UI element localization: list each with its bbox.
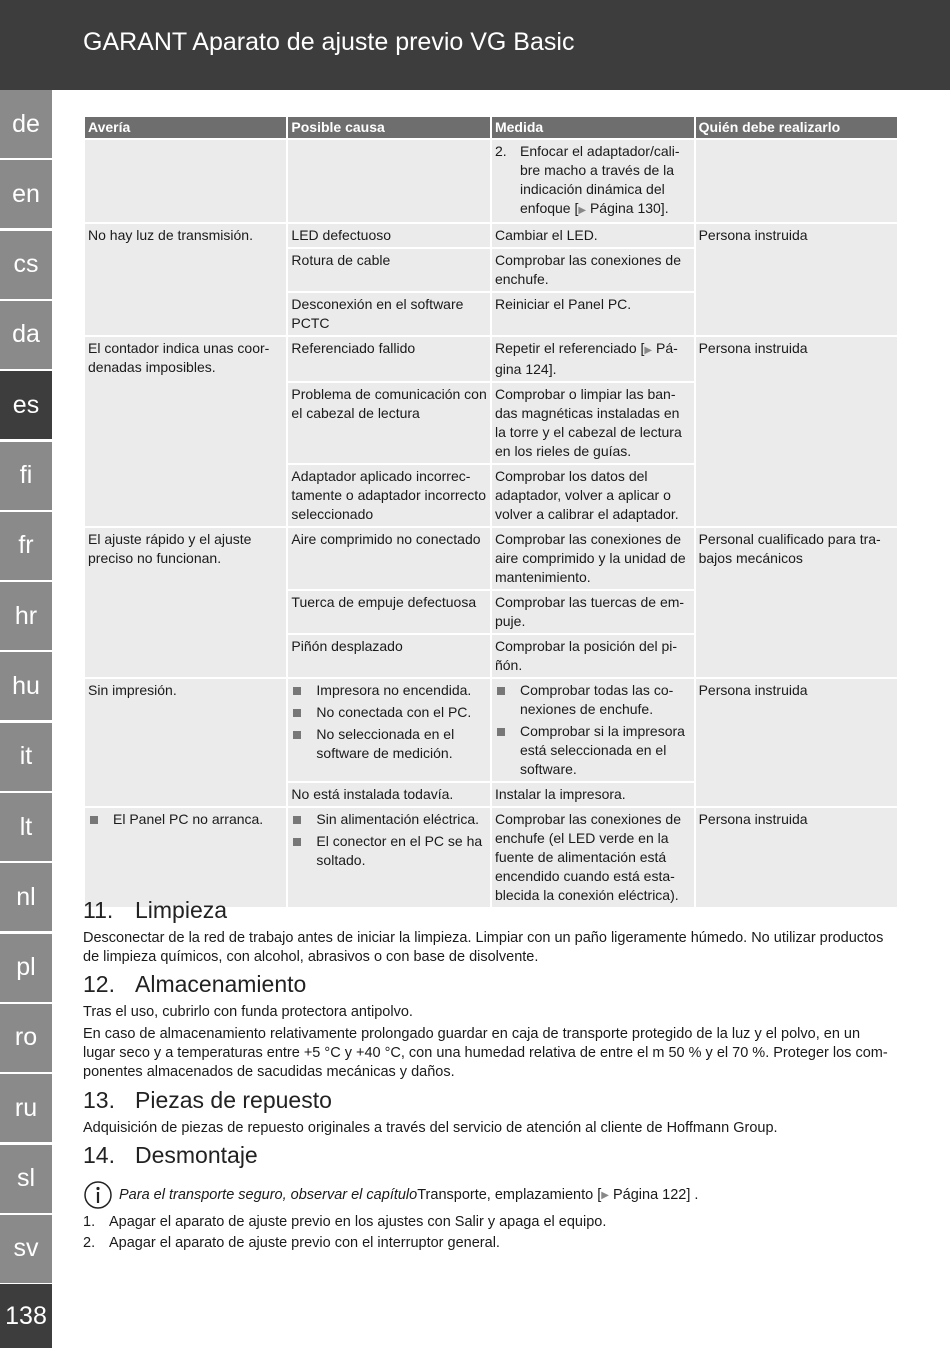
measure-cell [492,679,694,781]
list-item: El conector en el PC se ha soltado. [291,832,487,870]
table-row [85,808,897,907]
language-tab-fi[interactable]: fi [0,442,52,510]
dismantling-step: 1. Apagar el aparato de ajuste previo en los ajustes con Salir y apaga el equipo. [83,1214,607,1230]
who-cell: Persona instruida [696,224,897,335]
page-header [0,0,950,90]
measure-cell: Comprobar las conexiones de enchufe. [492,249,694,291]
measure-cell: Comprobar o limpiar las bandas magnéticas instaladas en la torre y el cabezal de lectura en los rieles de guías. [492,383,694,463]
language-tab-sl[interactable]: sl [0,1145,52,1213]
language-tab-cs[interactable]: cs [0,231,52,299]
numbered-step: 2. Enfocar el adaptador/calibre macho a través de la indicación dinámica del enfoque [▶ Página 130]. [494,143,680,216]
list-item: Sin alimentación eléctrica. [291,810,487,829]
language-tab-sv[interactable]: sv [0,1215,52,1283]
col-header-cause: Posible causa [288,117,490,138]
who-cell: Persona instruida [696,679,897,806]
page-ref-arrow-icon: ▶ [644,345,653,356]
spare-parts-text: Adquisición de piezas de repuesto originales a través del servicio de atención al cliente de Hoffmann Group. [83,1120,778,1136]
list-item: Impresora no encendida. [291,681,487,700]
info-note: Para el transporte seguro, observar el capítulo Transporte, emplazamiento [ ▶ Página 122] . [83,1180,698,1210]
measure-list [495,681,691,779]
language-tab-ru[interactable]: ru [0,1074,52,1142]
language-tab-ro[interactable]: ro [0,1004,52,1072]
cause-cell: Piñón desplazado [288,635,490,677]
table-row [85,528,897,589]
info-icon [83,1180,113,1210]
section-heading-dismantling: 14. Desmontaje [83,1142,258,1168]
language-tab-fr[interactable]: fr [0,512,52,580]
table-row [85,140,897,222]
language-tab-en[interactable]: en [0,160,52,228]
col-header-fault: Avería [85,117,286,138]
measure-cell: Comprobar las tuercas de empuje. [492,591,694,633]
measure-cell: Comprobar las conexiones de enchufe (el LED verde en la fuente de alimentación está encendido cuando está establecida la conexión eléctrica). [492,808,694,907]
cause-list [291,681,487,763]
language-tab-lt[interactable]: lt [0,793,52,861]
list-item: No seleccionada en el software de medición. [291,725,487,763]
fault-cell: Sin impresión. [85,679,286,806]
storage-text-2: En caso de almacenamiento relativamente prolongado guardar en caja de transporte protegido de la luz y el polvo, en un lugar seco y a temperaturas entre +5 °C y +40 °C, con una humedad relativa de entre el m 50 % y el 70 %. Proteger los componentes almacenados de sacudidas mecánicas y daños. [83,1026,888,1080]
document-title: GARANT Aparato de ajuste previo VG Basic [83,28,575,56]
cause-list [291,810,487,870]
cause-cell: Adaptador aplicado incorrectamente o adaptador incorrecto seleccionado [288,465,490,526]
page-number: 138 [0,1284,52,1348]
language-tab-pl[interactable]: pl [0,934,52,1002]
list-item: El Panel PC no arranca. [88,810,283,829]
fault-cell [85,808,286,907]
measure-cell: Comprobar las conexiones de aire comprimido y la unidad de mantenimiento. [492,528,694,589]
measure-cell: Repetir el referenciado [▶ Página 124]. [492,337,694,381]
cause-cell: Referenciado fallido [288,337,490,381]
table-row [85,224,897,247]
col-header-who: Quién debe realizarlo [696,117,897,138]
measure-cell: Comprobar los datos del adaptador, volver a aplicar o volver a calibrar el adaptador. [492,465,694,526]
cause-cell [288,808,490,907]
cause-cell: Problema de comunicación con el cabezal de lectura [288,383,490,463]
cause-cell: LED defectuoso [288,224,490,247]
cleaning-text: Desconectar de la red de trabajo antes de iniciar la limpieza. Limpiar con un paño ligeramente húmedo. No utilizar productos de limpieza químicos, con alcohol, abrasivos o con base de disolvente. [83,930,884,965]
page-reference-link[interactable]: Página 124]. [494,340,678,377]
measure-cell: Comprobar la posición del piñón. [492,635,694,677]
page-ref-arrow-icon: ▶ [578,205,587,216]
cause-cell: Tuerca de empuje defectuosa [288,591,490,633]
storage-text-1: Tras el uso, cubrirlo con funda protectora antipolvo. [83,1004,413,1020]
language-tab-da[interactable]: da [0,301,52,369]
list-item: No conectada con el PC. [291,703,487,722]
section-heading-cleaning: 11. Limpieza [83,897,228,923]
fault-cell: El contador indica unas coordenadas imposibles. [85,337,286,526]
who-cell: Persona instruida [696,808,897,907]
troubleshooting-table [83,115,899,909]
table-header-row [85,117,897,138]
who-cell: Personal cualificado para trabajos mecánicos [696,528,897,677]
language-tab-de[interactable]: de [0,90,52,158]
page-ref-arrow-icon: ▶ [601,1189,609,1201]
cause-cell: No está instalada todavía. [288,783,490,806]
language-tab-it[interactable]: it [0,723,52,791]
fault-cell: No hay luz de transmisión. [85,224,286,335]
who-cell: Persona instruida [696,337,897,526]
measure-cell: Instalar la impresora. [492,783,694,806]
page-reference-link[interactable]: Página 122] . [613,1187,699,1203]
measure-cell: Reiniciar el Panel PC. [492,293,694,335]
language-tab-es[interactable]: es [0,371,52,439]
section-heading-spare-parts: 13. Piezas de repuesto [83,1087,332,1113]
col-header-measure: Medida [492,117,694,138]
page-reference-link[interactable]: Página 130]. [589,200,669,216]
cause-cell: Rotura de cable [288,249,490,291]
measure-cell: Cambiar el LED. [492,224,694,247]
cause-cell: Aire comprimido no conectado [288,528,490,589]
language-tab-hr[interactable]: hr [0,582,52,650]
fault-cell: El ajuste rápido y el ajuste preciso no funcionan. [85,528,286,677]
table-row [85,679,897,781]
list-item: Comprobar todas las conexiones de enchufe. [495,681,691,719]
cause-cell: Desconexión en el software PCTC [288,293,490,335]
list-item: Comprobar si la impresora está seleccionada en el software. [495,722,691,779]
cause-cell [288,679,490,781]
section-heading-storage: 12. Almacenamiento [83,971,307,997]
language-tab-hu[interactable]: hu [0,652,52,720]
dismantling-step: 2. Apagar el aparato de ajuste previo con el interruptor general. [83,1235,500,1251]
language-tab-nl[interactable]: nl [0,863,52,931]
table-row [85,337,897,381]
